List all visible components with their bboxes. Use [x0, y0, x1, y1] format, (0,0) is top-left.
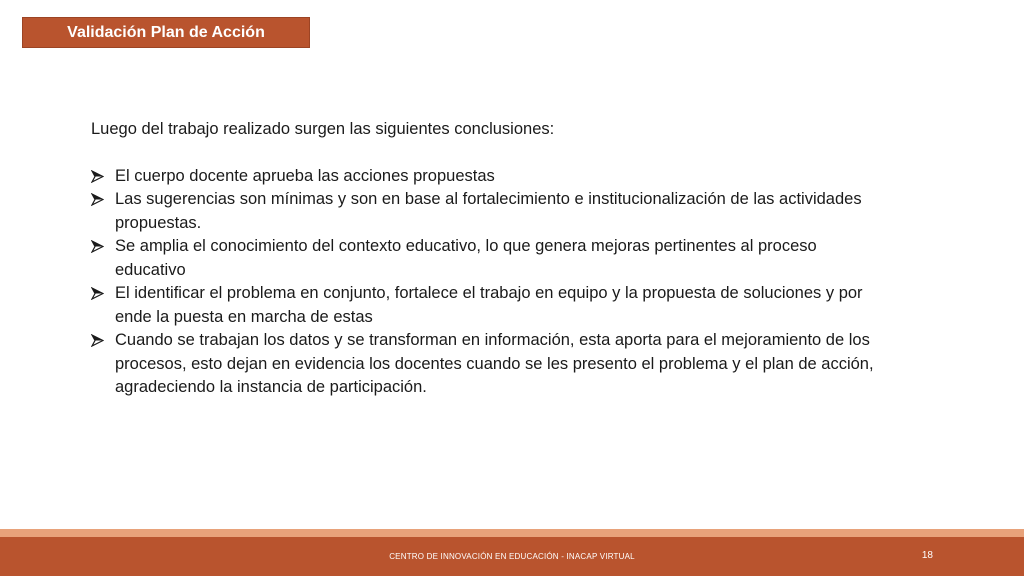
list-item-text: Las sugerencias son mínimas y son en base al fortalecimiento e institucionalización de las actividades propuestas.	[115, 190, 862, 232]
page-number: 18	[921, 550, 933, 561]
footer-text: CENTRO DE INNOVACIÓN EN EDUCACIÓN - INACAP VIRTUAL	[389, 552, 635, 561]
conclusions-list	[91, 165, 891, 400]
list-item	[91, 235, 891, 282]
list-item	[91, 329, 891, 400]
list-item-text: Cuando se trabajan los datos y se transforman en información, esta aporta para el mejoramiento de los procesos, esto dejan en evidencia los docentes cuando se les presento el problema y el plan de acción, agradeciendo la instancia de participación.	[115, 331, 874, 396]
slide-title: Validación Plan de Acción	[22, 17, 310, 48]
slide-content	[91, 118, 891, 400]
list-item	[91, 282, 891, 329]
list-item	[91, 188, 891, 235]
footer-accent-strip	[0, 529, 1024, 537]
list-item-text: El identificar el problema en conjunto, fortalece el trabajo en equipo y la propuesta de soluciones y por ende la puesta en marcha de estas	[115, 284, 863, 326]
list-item	[91, 165, 891, 189]
footer-bar	[0, 537, 1024, 576]
intro-text: Luego del trabajo realizado surgen las siguientes conclusiones:	[91, 120, 555, 138]
list-item-text: El cuerpo docente aprueba las acciones propuestas	[115, 166, 495, 185]
list-item-text: Se amplia el conocimiento del contexto educativo, lo que genera mejoras pertinentes al proceso educativo	[115, 237, 817, 279]
